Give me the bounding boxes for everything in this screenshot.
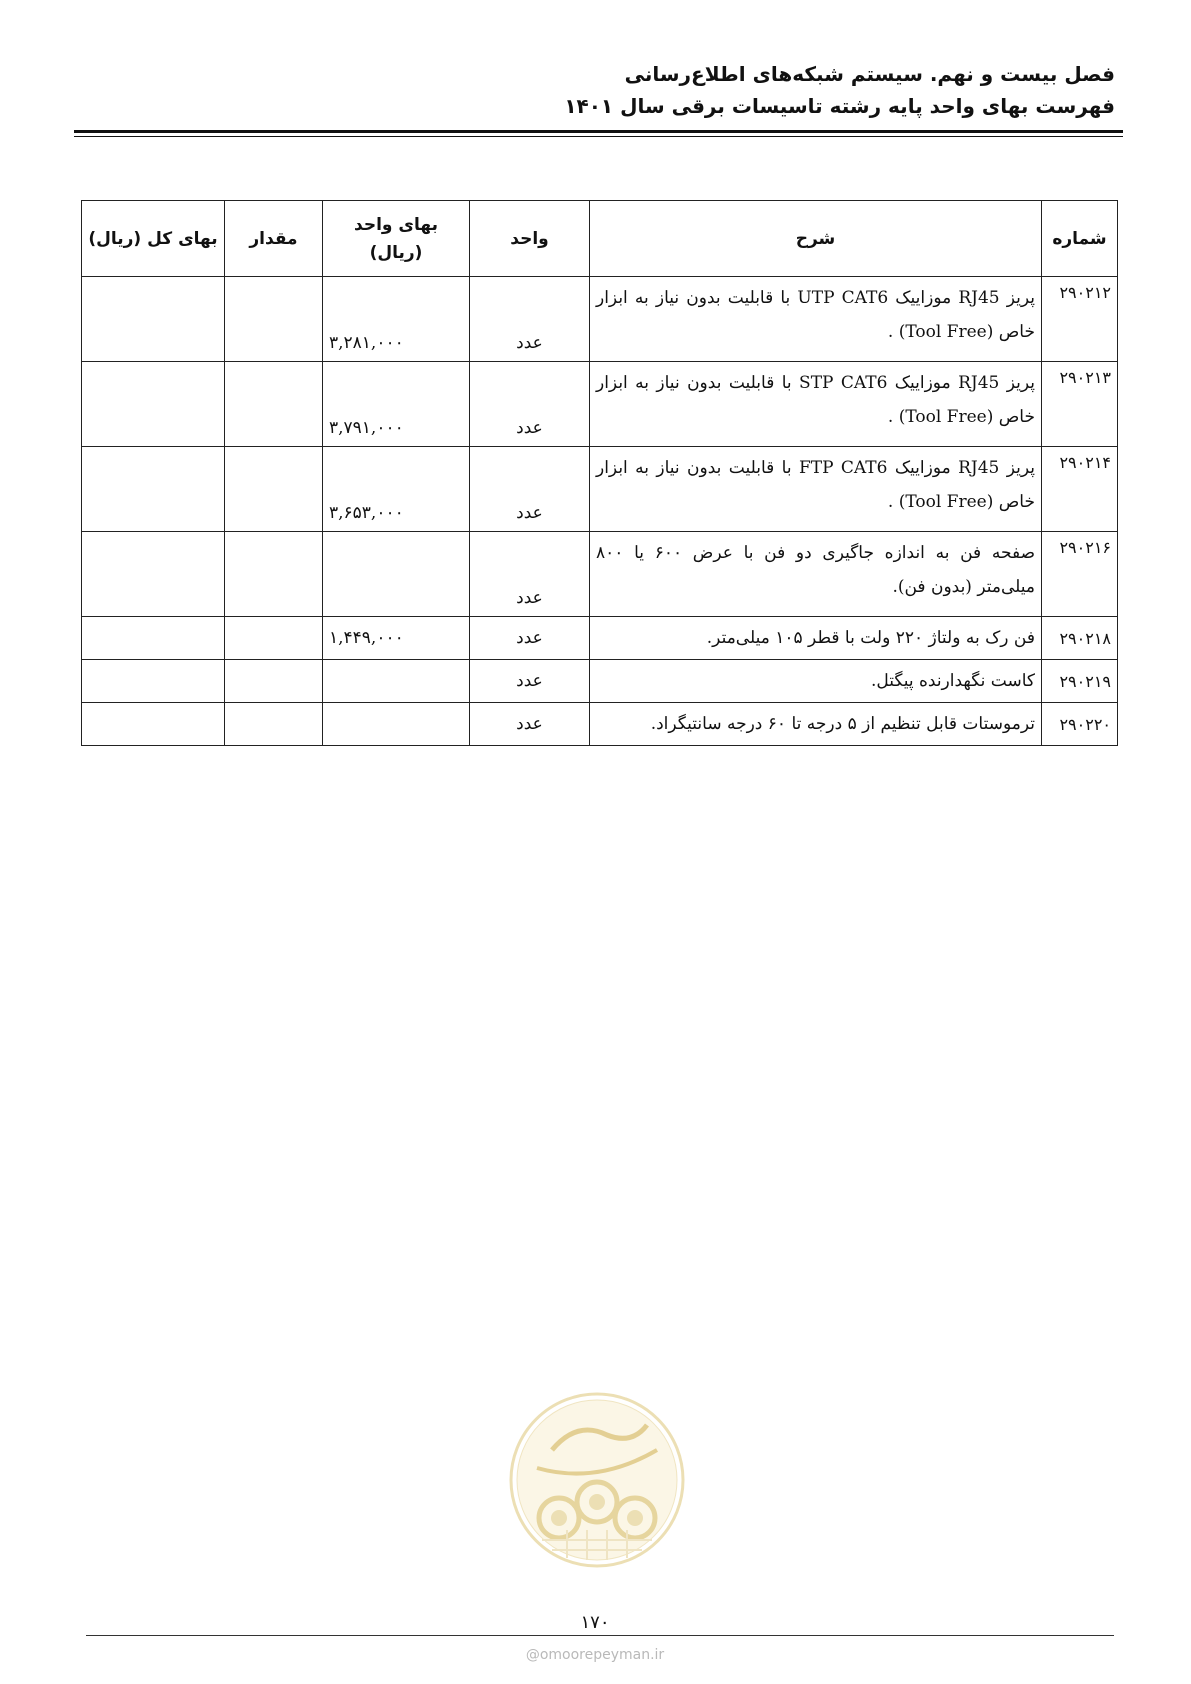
- item-unit-price: ۳,۲۸۱,۰۰۰: [323, 277, 470, 362]
- table-row: [82, 362, 1118, 447]
- item-total-price: [82, 532, 225, 617]
- item-number: ۲۹۰۲۲۰: [1042, 703, 1118, 746]
- list-title: فهرست بهای واحد پایه رشته تاسیسات برقی سال ۱۴۰۱: [564, 94, 1115, 118]
- item-quantity: [225, 617, 323, 660]
- column-header-unit: واحد: [470, 201, 590, 277]
- table-row: [82, 617, 1118, 660]
- item-unit-price: [323, 660, 470, 703]
- chapter-title: فصل بیست و نهم. سیستم شبکه‌های اطلاع‌رسانی: [624, 62, 1115, 86]
- item-number: ۲۹۰۲۱۲: [1042, 277, 1118, 362]
- watermark-logo: [507, 1390, 687, 1570]
- site-watermark-text: @omoorepeyman.ir: [525, 1647, 665, 1663]
- item-total-price: [82, 660, 225, 703]
- item-unit: عدد: [470, 362, 590, 447]
- item-number: ۲۹۰۲۱۸: [1042, 617, 1118, 660]
- header-rule-thin: [74, 136, 1123, 137]
- column-header-unit-price: [323, 201, 470, 277]
- item-total-price: [82, 447, 225, 532]
- unit-price-currency: (ریال): [369, 242, 423, 263]
- table-row: [82, 447, 1118, 532]
- item-unit-price: [323, 532, 470, 617]
- item-quantity: [225, 703, 323, 746]
- item-description: صفحه فن به اندازه جاگیری دو فن با عرض ۶۰۰ یا ۸۰۰ میلی‌متر (بدون فن).: [590, 532, 1042, 617]
- item-number: ۲۹۰۲۱۶: [1042, 532, 1118, 617]
- unit-price-label: بهای واحد: [354, 214, 438, 235]
- column-header-number: شماره: [1042, 201, 1118, 277]
- table-row: [82, 532, 1118, 617]
- item-unit-price: ۳,۷۹۱,۰۰۰: [323, 362, 470, 447]
- item-description: پریز RJ45 موزاییک UTP CAT6 با قابلیت بدون نیاز به ابزار خاص (Tool Free) .: [590, 277, 1042, 362]
- column-header-quantity: مقدار: [225, 201, 323, 277]
- table-row: [82, 277, 1118, 362]
- item-number: ۲۹۰۲۱۳: [1042, 362, 1118, 447]
- item-description: پریز RJ45 موزاییک FTP CAT6 با قابلیت بدون نیاز به ابزار خاص (Tool Free) .: [590, 447, 1042, 532]
- item-unit: عدد: [470, 703, 590, 746]
- item-quantity: [225, 362, 323, 447]
- item-quantity: [225, 532, 323, 617]
- item-description: فن رک به ولتاژ ۲۲۰ ولت با قطر ۱۰۵ میلی‌متر.: [590, 617, 1042, 660]
- item-number: ۲۹۰۲۱۴: [1042, 447, 1118, 532]
- item-quantity: [225, 277, 323, 362]
- item-total-price: [82, 277, 225, 362]
- item-total-price: [82, 617, 225, 660]
- item-unit-price: [323, 703, 470, 746]
- item-unit: عدد: [470, 660, 590, 703]
- item-description: پریز RJ45 موزاییک STP CAT6 با قابلیت بدون نیاز به ابزار خاص (Tool Free) .: [590, 362, 1042, 447]
- item-unit: عدد: [470, 532, 590, 617]
- item-total-price: [82, 362, 225, 447]
- item-unit: عدد: [470, 277, 590, 362]
- column-header-total-price: بهای کل (ریال): [82, 201, 225, 277]
- item-unit: عدد: [470, 617, 590, 660]
- item-description: ترموستات قابل تنظیم از ۵ درجه تا ۶۰ درجه سانتیگراد.: [590, 703, 1042, 746]
- item-quantity: [225, 660, 323, 703]
- item-description: کاست نگهدارنده پیگتل.: [590, 660, 1042, 703]
- header-rule-thick: [74, 130, 1123, 133]
- price-table: [81, 200, 1118, 746]
- table-row: [82, 660, 1118, 703]
- table-row: [82, 703, 1118, 746]
- item-unit-price: ۳,۶۵۳,۰۰۰: [323, 447, 470, 532]
- page-header: [65, 58, 1115, 122]
- item-unit-price: ۱,۴۴۹,۰۰۰: [323, 617, 470, 660]
- item-unit: عدد: [470, 447, 590, 532]
- item-total-price: [82, 703, 225, 746]
- item-quantity: [225, 447, 323, 532]
- table-header-row: [82, 201, 1118, 277]
- item-number: ۲۹۰۲۱۹: [1042, 660, 1118, 703]
- footer-rule: [86, 1635, 1114, 1636]
- page-number: ۱۷۰: [580, 1612, 610, 1633]
- column-header-description: شرح: [590, 201, 1042, 277]
